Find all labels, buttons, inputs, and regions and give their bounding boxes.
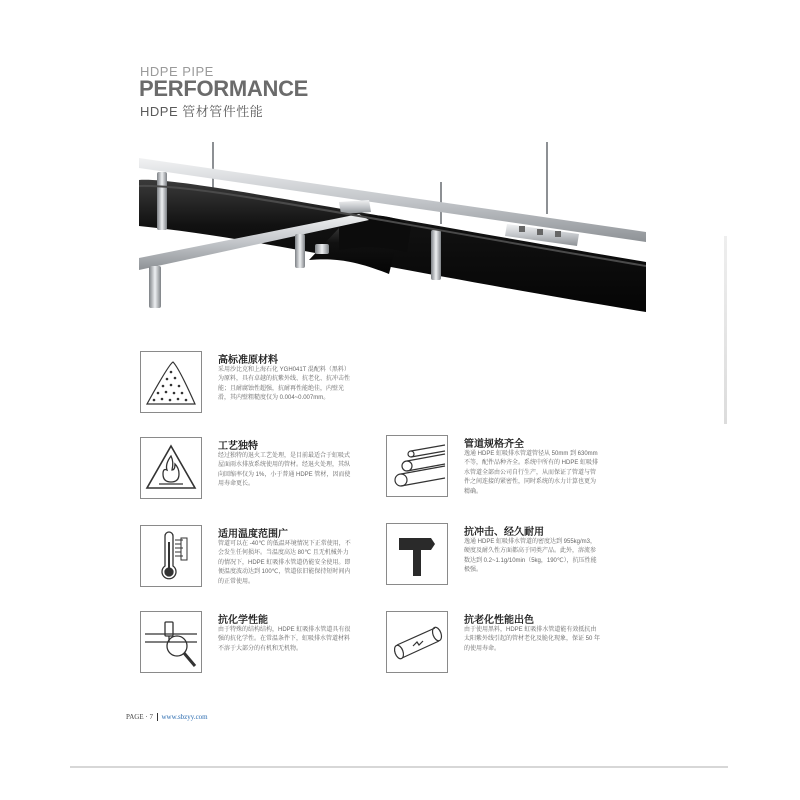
feature-chemical-resistance (140, 611, 360, 686)
feature-title: 抗冲击、经久耐用 (464, 527, 544, 538)
feature-raw-material (140, 351, 360, 441)
feature-description: 管道可以在 -40℃ 的低温环境情况下正常使用，不会发生任何损坏。当温度高达 80℃ 且无机械外力的情况下，HDPE 虹吸排水管道仍能安全使用。即便温度波动达到 100℃，管道依旧能保持短时间内的正常使用。 (218, 541, 351, 585)
feature-process (140, 437, 360, 517)
feature-title: 抗老化性能出色 (464, 615, 534, 626)
raw-material-pile-icon (141, 352, 201, 412)
feature-description: 由于使用黑料，HDPE 虹吸排水管道能有效抵抗由太阳紫外线引起的管材老化及脆化现象，保证 50 年的使用寿命。 (464, 627, 601, 652)
feature-anti-aging (386, 611, 606, 686)
feature-impact-resistance (386, 523, 606, 608)
feature-icon-frame (386, 523, 448, 585)
feature-icon-frame (386, 435, 448, 497)
feature-icon-frame (140, 437, 202, 499)
feature-description: 逸通 HDPE 虹吸排水管道管径从 50mm 到 630mm 不等，配件品种齐全。系统中所有的 HDPE 虹吸排水管道全部由公司自行生产，从而保证了管道与管件之间连接的紧密性，同时系统的水力计算也更为精确。 (464, 451, 599, 495)
feature-icon-frame (140, 525, 202, 587)
page-edge-shadow (724, 236, 727, 424)
pipe-bundle-icon (387, 436, 447, 496)
hammer-icon (387, 524, 447, 584)
feature-temperature (140, 525, 360, 615)
website-link[interactable]: www.sbzyy.com (161, 713, 208, 721)
feature-icon-frame (140, 611, 202, 673)
feature-title: 高标准原材料 (218, 355, 278, 366)
pipe-section-icon (387, 612, 447, 672)
feature-description: 逸通 HDPE 虹吸排水管道的密度达到 955kg/m3，硬度及耐久性方面都高于同类产品。此外，溶流参数达到 0.2~1.1g/10min（5kg，190℃），抗压性能极强。 (464, 539, 597, 574)
feature-description: 采用沙比克和上海石化 YGH041T 混配料（黑料）为原料，具有卓越的抗紫外线、抗老化、抗冲击性能；且耐腐蚀性超强，抗耐再性能绝佳，内壁光滑，其内壁粗糙度仅为 0.004~0.007mm。 (218, 367, 351, 402)
feature-title: 工艺独特 (218, 441, 258, 452)
pipe-installation-photo (139, 142, 646, 314)
bottom-divider (70, 766, 728, 768)
feature-title: 适用温度范围广 (218, 529, 288, 540)
flammable-warning-icon (141, 438, 201, 498)
page-number: · 7 (145, 713, 153, 721)
page-title: PERFORMANCE (139, 76, 309, 101)
feature-pipe-specs (386, 435, 606, 520)
page-title-cn: HDPE 管材管件性能 (140, 104, 264, 119)
feature-icon-frame (386, 611, 448, 673)
feature-description: 经过独特的退火工艺处理，是目前最适合于虹吸式屋面雨水排放系统使用的管材。经退火处理，其纵向回缩率仅为 1%，小于普通 HDPE 管材，因而使用寿命更长。 (218, 453, 351, 488)
page-label: PAGE (126, 713, 144, 721)
footer-divider (157, 713, 158, 721)
chemical-resistance-icon (141, 612, 201, 672)
feature-title: 管道规格齐全 (464, 439, 524, 450)
page-footer (126, 713, 208, 721)
feature-description: 由于特殊的结构结构，HDPE 虹吸排水管道具有很强的抗化学性。在常温条件下，虹吸排水管道材料不溶于大部分的有机和无机物。 (218, 627, 351, 652)
thermometer-icon (141, 526, 201, 586)
feature-icon-frame (140, 351, 202, 413)
header-subtitle: HDPE PIPE (140, 64, 214, 79)
feature-title: 抗化学性能 (218, 615, 268, 626)
